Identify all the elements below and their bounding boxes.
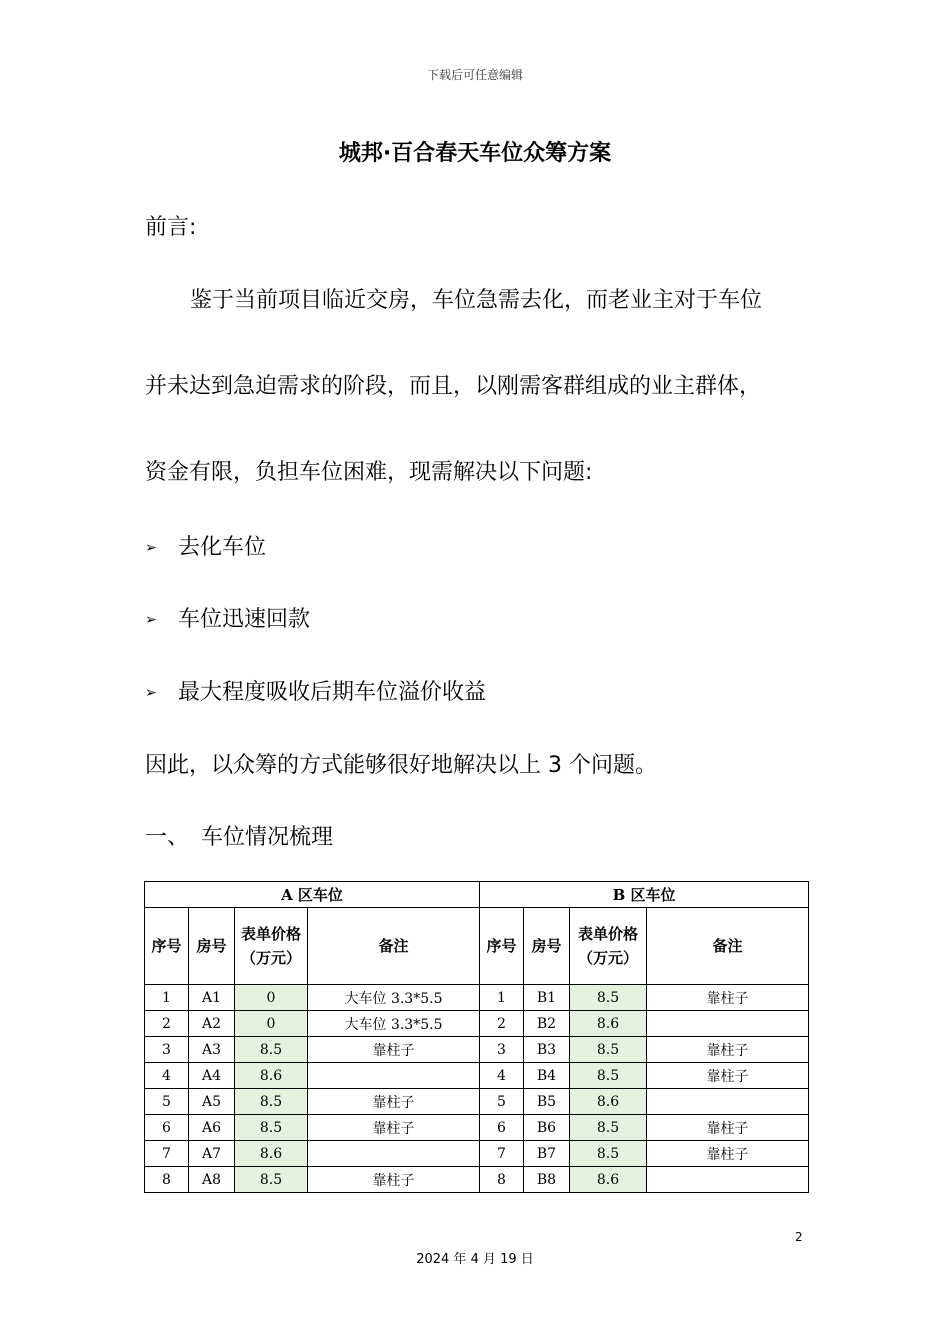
bullet-item	[145, 675, 486, 706]
note-cell: 靠柱子	[308, 1037, 480, 1063]
row-index-cell: 6	[480, 1115, 524, 1141]
column-header-row	[145, 908, 809, 985]
section-heading	[145, 820, 333, 851]
table-row	[145, 1011, 809, 1037]
room-cell: B8	[524, 1167, 570, 1193]
price-cell: 8.5	[235, 1089, 308, 1115]
parking-table	[144, 881, 809, 1193]
price-cell: 8.6	[235, 1063, 308, 1089]
row-index-cell: 4	[480, 1063, 524, 1089]
price-cell: 8.6	[235, 1141, 308, 1167]
paragraph-line-1: 鉴于当前项目临近交房，车位急需去化，而老业主对于车位	[190, 288, 763, 313]
section-number: 一、	[145, 825, 190, 850]
row-index-cell: 8	[145, 1167, 189, 1193]
conclusion-text: 因此，以众筹的方式能够很好地解决以上 3 个问题。	[145, 753, 657, 778]
footer-date: 2024 年 4 月 19 日	[416, 1252, 534, 1267]
row-index-cell: 6	[145, 1115, 189, 1141]
bullet-text: 车位迅速回款	[178, 607, 311, 632]
room-cell: B6	[524, 1115, 570, 1141]
bullet-text: 最大程度吸收后期车位溢价收益	[178, 680, 487, 705]
row-index-cell: 2	[480, 1011, 524, 1037]
note-cell: 靠柱子	[647, 1115, 809, 1141]
room-cell: A2	[189, 1011, 235, 1037]
row-index-cell: 2	[145, 1011, 189, 1037]
col-index-header: 序号	[145, 908, 189, 985]
room-cell: A4	[189, 1063, 235, 1089]
bullet-item	[145, 530, 266, 561]
price-cell: 8.5	[570, 1115, 647, 1141]
price-cell: 8.6	[570, 1089, 647, 1115]
room-cell: A8	[189, 1167, 235, 1193]
col-room-header: 房号	[524, 908, 570, 985]
price-cell: 8.6	[570, 1167, 647, 1193]
price-cell: 0	[235, 985, 308, 1011]
note-cell: 靠柱子	[647, 1141, 809, 1167]
row-index-cell: 3	[480, 1037, 524, 1063]
price-cell: 8.5	[570, 1063, 647, 1089]
bullet-arrow-icon: ➢	[145, 612, 157, 628]
col-index-header: 序号	[480, 908, 524, 985]
room-cell: B4	[524, 1063, 570, 1089]
price-cell: 8.5	[235, 1167, 308, 1193]
table-row	[145, 1115, 809, 1141]
zone-header-row	[145, 882, 809, 908]
note-cell	[308, 1141, 480, 1167]
row-index-cell: 1	[480, 985, 524, 1011]
bullet-item	[145, 602, 310, 633]
price-cell: 8.5	[570, 985, 647, 1011]
row-index-cell: 7	[480, 1141, 524, 1167]
room-cell: A1	[189, 985, 235, 1011]
col-note-header: 备注	[308, 908, 480, 985]
price-cell: 8.5	[570, 1037, 647, 1063]
room-cell: B7	[524, 1141, 570, 1167]
table-row	[145, 985, 809, 1011]
section-title: 车位情况梳理	[201, 825, 334, 850]
col-note-header: 备注	[647, 908, 809, 985]
price-cell: 8.5	[570, 1141, 647, 1167]
row-index-cell: 5	[480, 1089, 524, 1115]
paragraph-line-3: 资金有限，负担车位困难，现需解决以下问题:	[145, 460, 593, 485]
room-cell: B5	[524, 1089, 570, 1115]
note-cell: 靠柱子	[647, 1063, 809, 1089]
page-number: 2	[795, 1230, 803, 1244]
paragraph-line-2: 并未达到急迫需求的阶段，而且，以刚需客群组成的业主群体，	[145, 374, 762, 399]
table-row	[145, 1167, 809, 1193]
note-cell	[647, 1167, 809, 1193]
table-row	[145, 1063, 809, 1089]
document-title: 城邦·百合春天车位众筹方案	[338, 141, 612, 166]
table-row	[145, 1089, 809, 1115]
table-row	[145, 1037, 809, 1063]
row-index-cell: 3	[145, 1037, 189, 1063]
price-cell: 8.6	[570, 1011, 647, 1037]
row-index-cell: 1	[145, 985, 189, 1011]
note-cell: 靠柱子	[647, 1037, 809, 1063]
header-note: 下载后可任意编辑	[426, 68, 523, 82]
zone-b-header: B 区车位	[480, 882, 809, 908]
note-cell	[647, 1011, 809, 1037]
note-cell: 靠柱子	[308, 1167, 480, 1193]
note-cell: 靠柱子	[308, 1115, 480, 1141]
preface-label: 前言:	[145, 215, 197, 240]
note-cell	[308, 1063, 480, 1089]
col-price-header: 表单价格（万元）	[235, 908, 308, 985]
room-cell: B2	[524, 1011, 570, 1037]
bullet-arrow-icon: ➢	[145, 540, 157, 556]
room-cell: A5	[189, 1089, 235, 1115]
room-cell: A3	[189, 1037, 235, 1063]
col-room-header: 房号	[189, 908, 235, 985]
price-cell: 8.5	[235, 1037, 308, 1063]
bullet-arrow-icon: ➢	[145, 685, 157, 701]
note-cell	[647, 1089, 809, 1115]
table-row	[145, 1141, 809, 1167]
row-index-cell: 8	[480, 1167, 524, 1193]
row-index-cell: 7	[145, 1141, 189, 1167]
bullet-text: 去化车位	[178, 535, 267, 560]
zone-a-header: A 区车位	[145, 882, 480, 908]
room-cell: A6	[189, 1115, 235, 1141]
note-cell: 靠柱子	[308, 1089, 480, 1115]
price-cell: 0	[235, 1011, 308, 1037]
note-cell: 大车位 3.3*5.5	[308, 985, 480, 1011]
note-cell: 大车位 3.3*5.5	[308, 1011, 480, 1037]
room-cell: B1	[524, 985, 570, 1011]
col-price-header: 表单价格（万元）	[570, 908, 647, 985]
row-index-cell: 5	[145, 1089, 189, 1115]
row-index-cell: 4	[145, 1063, 189, 1089]
note-cell: 靠柱子	[647, 985, 809, 1011]
price-cell: 8.5	[235, 1115, 308, 1141]
room-cell: B3	[524, 1037, 570, 1063]
room-cell: A7	[189, 1141, 235, 1167]
